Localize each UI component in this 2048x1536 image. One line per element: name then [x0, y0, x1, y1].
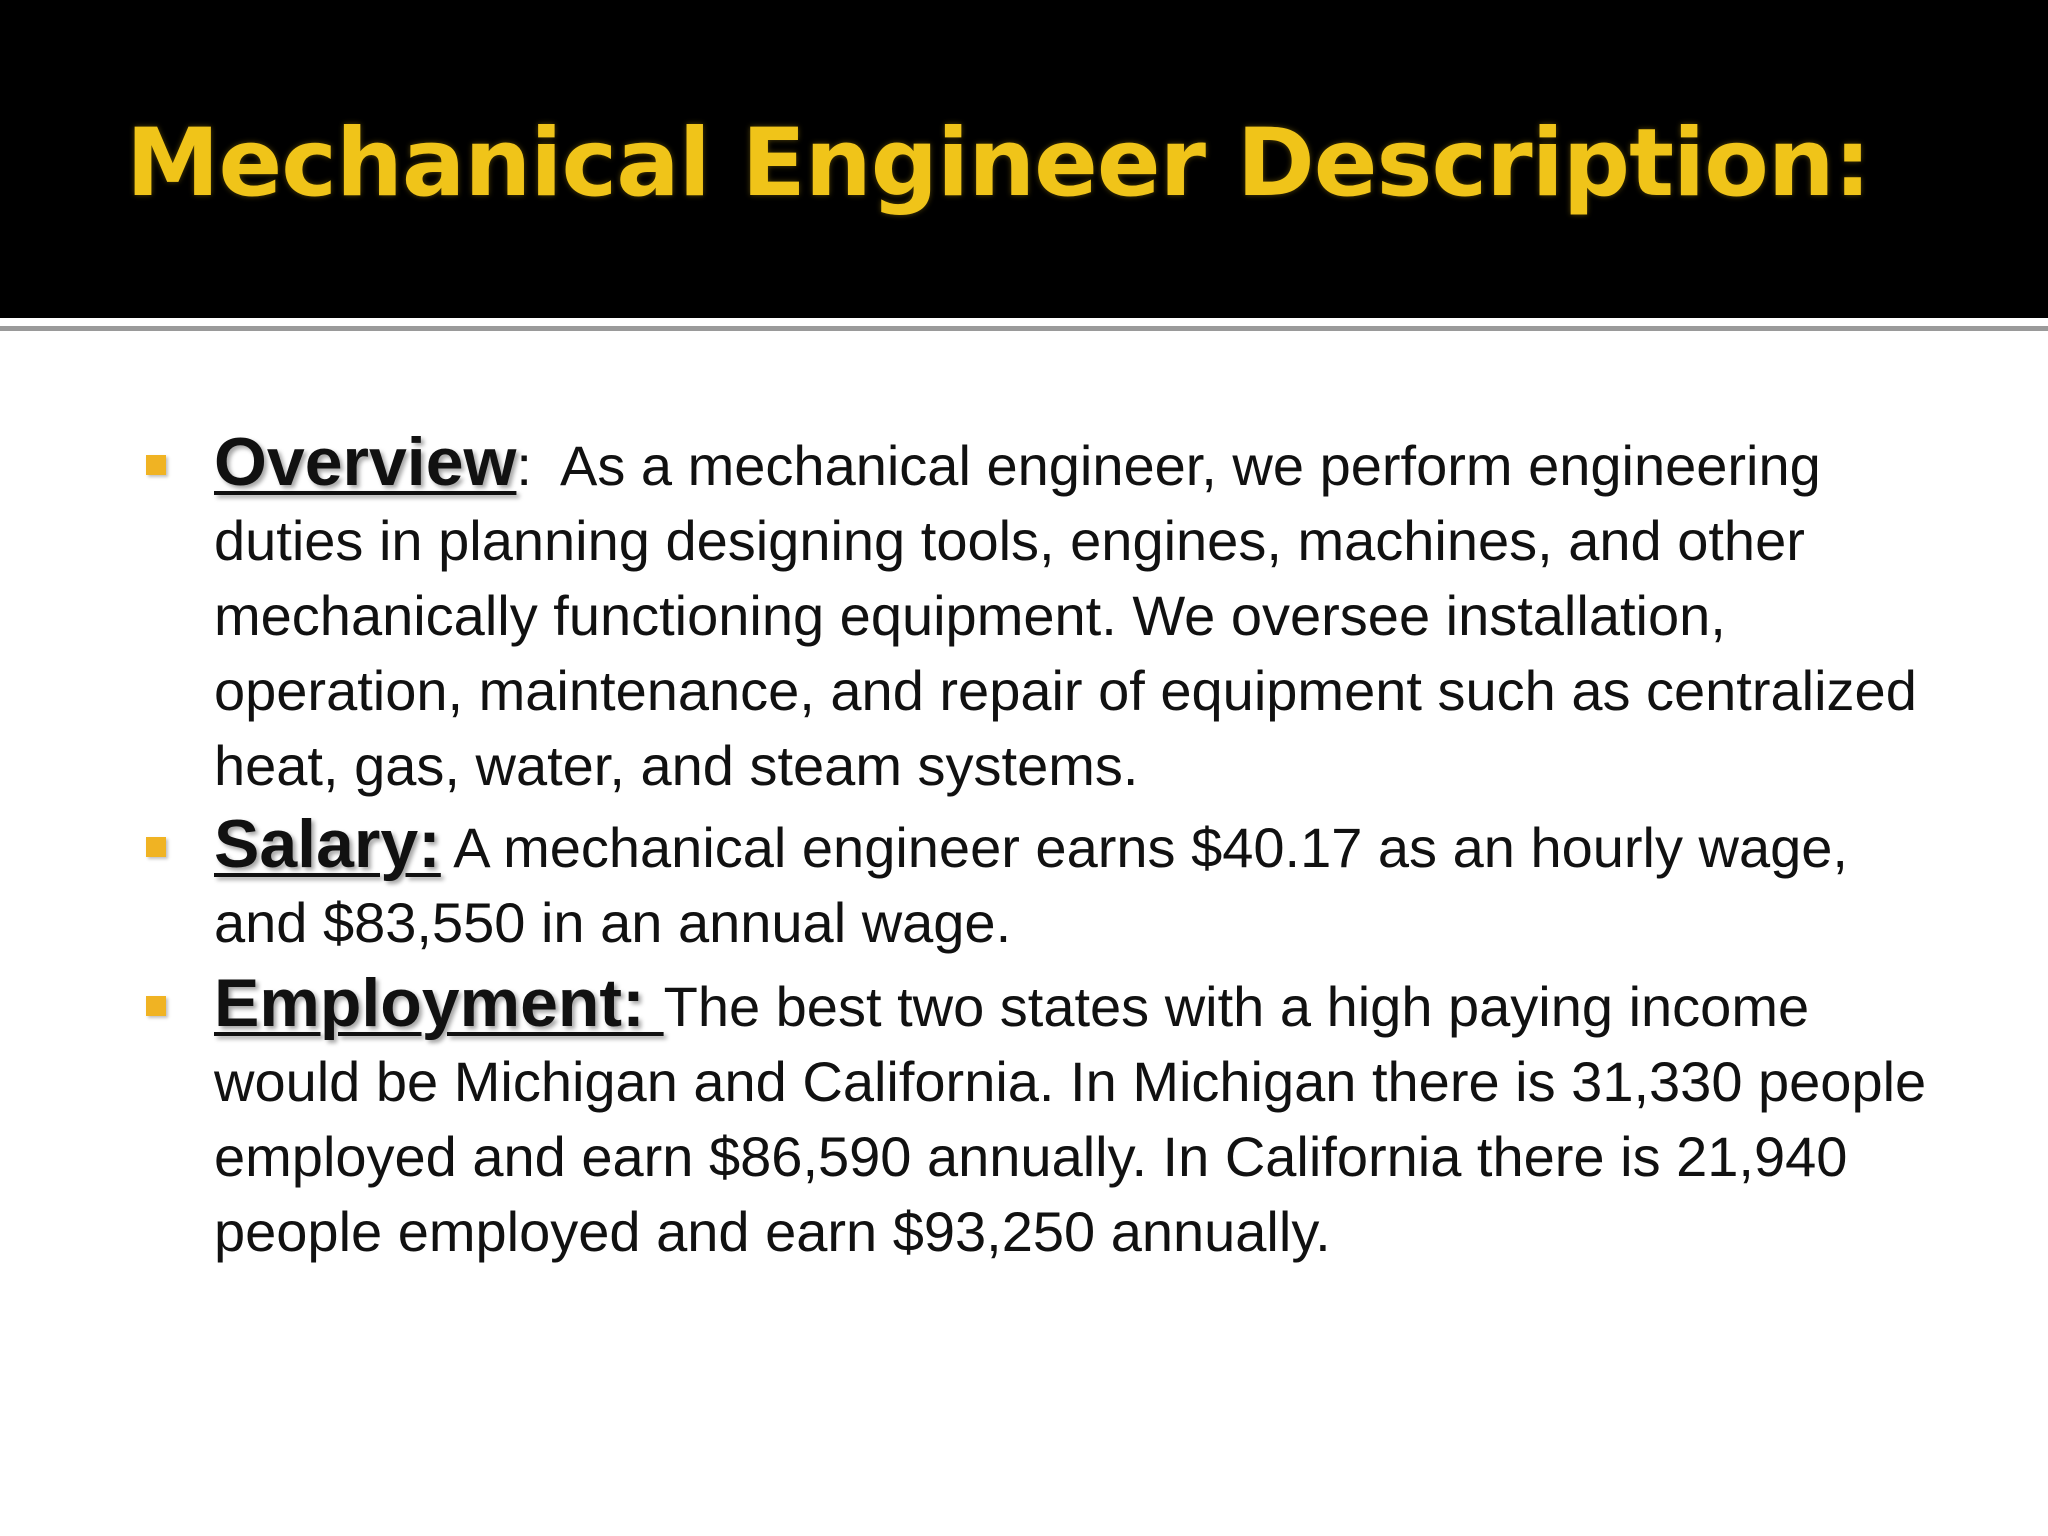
- bullet-employment: [144, 966, 1944, 1269]
- bullet-overview: [144, 425, 1944, 803]
- title-bar: [0, 0, 2048, 318]
- salary-text: A mechanical engineer earns $40.17 as an hourly wage, and $83,550 in an annual wage.: [214, 816, 1864, 954]
- overview-text: As a mechanical engineer, we perform engineering duties in planning designing tools, engines, machines, and other mechanically functioning equipment. We oversee installation, operation, maintenance, and repair of equipment such as centralized heat, gas, water, and steam systems.: [214, 434, 1933, 797]
- square-bullet-icon: [146, 455, 166, 475]
- employment-label: Employment:: [214, 965, 664, 1041]
- slide-title: Mechanical Engineer Description:: [126, 109, 1871, 218]
- salary-label: Salary:: [214, 806, 441, 882]
- bullet-list: [144, 425, 1944, 1273]
- employment-text: The best two states with a high paying income would be Michigan and California. In Michigan there is 31,330 people employed and earn $86,590 annually. In California there is 21,940 people employed and earn $93,250 annually.: [214, 975, 1927, 1263]
- overview-label: Overview: [214, 424, 517, 500]
- bullet-salary: [144, 807, 1944, 960]
- square-bullet-icon: [146, 837, 166, 857]
- divider-gap: [0, 318, 2048, 326]
- square-bullet-icon: [146, 996, 166, 1016]
- overview-separator: :: [516, 434, 532, 497]
- divider-line: [0, 326, 2048, 331]
